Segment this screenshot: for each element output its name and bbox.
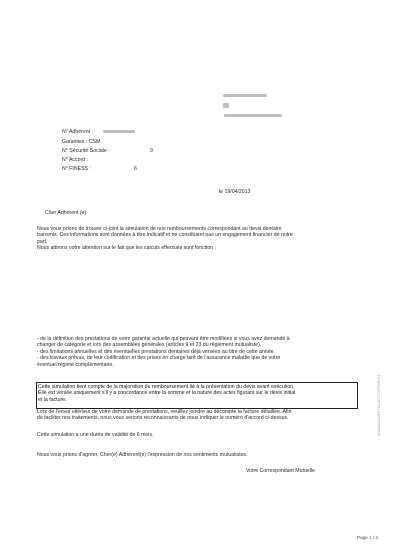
salutation: Cher Adhérent (e)	[45, 210, 87, 216]
conditions-list	[37, 336, 290, 368]
side-barcode-text: 0000001086791001706795/01	[376, 373, 381, 436]
condition-line: - des limitations annuelles et des éventuelles prestations dentaires déjà versées au titre de cette année.	[37, 348, 275, 355]
social-security-value: 9	[150, 148, 153, 154]
page-number: Page 1 / 2	[357, 535, 378, 540]
highlight-text	[38, 384, 295, 403]
letter-date: le 19/04/2013	[219, 189, 251, 195]
highlight-line: Cette simulation tient compte de la majoration du remboursement lié à la présentation du devis avant exécution.	[38, 384, 295, 390]
intro-line: transmis. Ces informations sont données à titre indicatif et ne constituent pas un engagement financier de notre	[37, 232, 293, 239]
closing-formula: Nous vous prions d'agréer, Cher(e) Adhérent(e) l'expression de nos sentiments mutualistes.	[37, 452, 248, 458]
agreement-number-label: N° Accord :	[62, 157, 89, 163]
intro-paragraph	[37, 226, 293, 252]
condition-line: - de la définition des prestations de votre garantie actuelle qui peuvent être modifiées si vous avez demandé à	[37, 336, 290, 342]
validity-note: Cette simulation a une durée de validité de 6 mois.	[37, 432, 154, 438]
highlight-line: et la facture.	[38, 396, 67, 403]
intro-line: Nous vous prions de trouver ci-joint la simulation de nos remboursements correspondant au devis dentaire	[37, 226, 282, 232]
member-number-label: N° Adhérent :	[62, 129, 93, 135]
instruction-line: de faciliter nos traitements, nous vous serions reconnaissants de nous indiquer le numéro d'accord ci-dessus.	[37, 415, 289, 422]
intro-line: Nous attirons votre attention sur le fait que les calculs effectués sont fonction :	[37, 245, 216, 252]
finess-number-value: 6	[134, 166, 137, 172]
guarantees-label: Garanties : CSM	[62, 139, 101, 145]
instruction-line: Lors de l'envoi ultérieur de votre demande de prestations, veuillez joindre au décompte la facture détaillée. Afin	[37, 409, 292, 415]
intro-line: part.	[37, 238, 48, 245]
condition-line: changer de catégorie et lors des assemblées générales (articles 9 et 23 du règlement mutualiste).	[37, 342, 262, 349]
signature: Votre Correspondant Mutuelle	[246, 468, 315, 474]
highlight-line: Elle est versée uniquement s'il y a concordance entre la somme et la nature des actes figurant sur le devis initial	[38, 390, 296, 397]
social-security-label: N° Sécurité Sociale :	[62, 148, 110, 154]
condition-line: éventuel régime complémentaire.	[37, 361, 114, 368]
condition-line: - des travaux prévus, de leur codification et des prises en charge tant de l'assurance maladie que de votre	[37, 355, 281, 362]
instructions-paragraph	[37, 409, 291, 422]
member-number-redacted	[103, 130, 135, 133]
finess-number-label: N° FINESS :	[62, 166, 91, 172]
